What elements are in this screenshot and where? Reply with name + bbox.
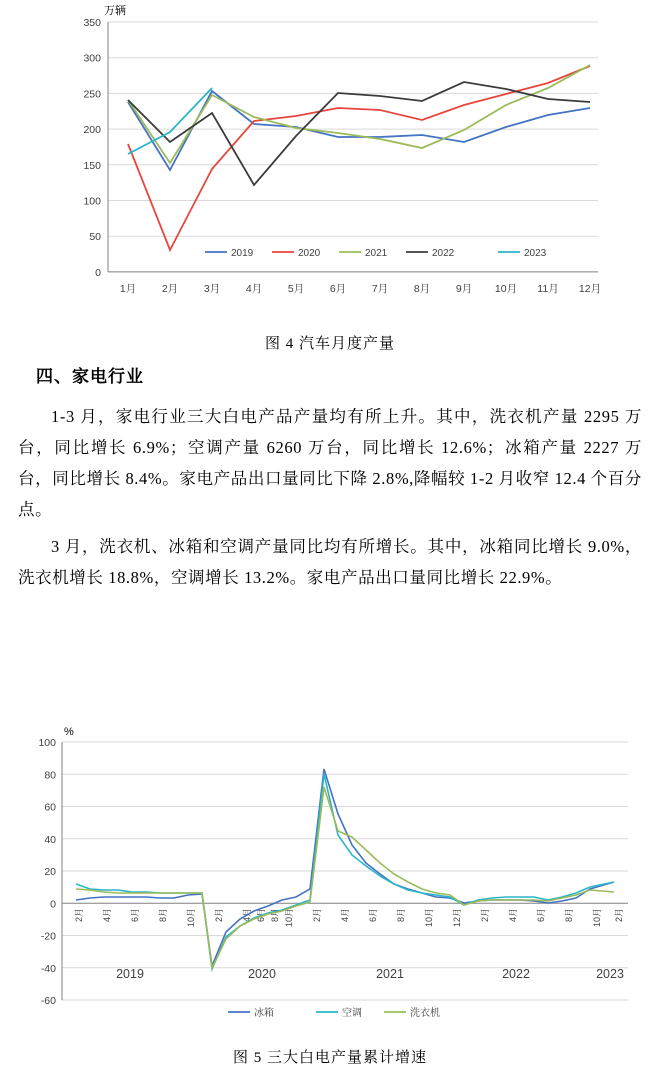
svg-text:-60: -60 xyxy=(40,995,56,1007)
svg-text:2月: 2月 xyxy=(214,908,224,923)
svg-text:100: 100 xyxy=(38,737,56,749)
svg-text:8月: 8月 xyxy=(270,908,280,923)
svg-text:20: 20 xyxy=(44,866,56,878)
svg-text:洗衣机: 洗衣机 xyxy=(410,1008,440,1019)
section-heading: 四、家电行业 xyxy=(36,367,144,386)
svg-text:2019: 2019 xyxy=(116,967,144,981)
svg-text:2月: 2月 xyxy=(614,908,624,923)
svg-text:40: 40 xyxy=(44,833,56,846)
article-body xyxy=(0,362,660,593)
svg-text:2月: 2月 xyxy=(480,908,490,923)
figure-4 xyxy=(0,0,660,352)
svg-text:6月: 6月 xyxy=(256,908,266,923)
svg-text:2022: 2022 xyxy=(502,967,530,981)
svg-text:0: 0 xyxy=(95,266,101,279)
svg-text:12月: 12月 xyxy=(578,283,602,295)
figure-4-chart xyxy=(0,0,660,300)
svg-text:9月: 9月 xyxy=(455,283,473,295)
svg-text:空调: 空调 xyxy=(342,1008,362,1019)
svg-text:2020: 2020 xyxy=(248,967,276,981)
svg-text:6月: 6月 xyxy=(130,908,140,923)
svg-text:2023: 2023 xyxy=(596,967,624,981)
paragraph-1: 1-3 月，家电行业三大白电产品产量均有所上升。其中，洗衣机产量 2295 万台，同比增长 6.9%；空调产量 6260 万台，同比增长 12.6%；冰箱产量 2227 万台，同比增长 8.4%。家电产品出口量同比下降 2.8%,降幅较 1-2 月收窄 12.4 个百分点。 xyxy=(18,407,642,519)
svg-text:5月: 5月 xyxy=(287,283,305,295)
svg-text:0: 0 xyxy=(50,898,56,911)
svg-text:-20: -20 xyxy=(40,930,56,943)
svg-text:2021: 2021 xyxy=(376,967,404,981)
svg-text:4月: 4月 xyxy=(340,908,350,923)
svg-text:2月: 2月 xyxy=(74,908,84,923)
svg-text:4月: 4月 xyxy=(102,908,112,923)
svg-text:8月: 8月 xyxy=(396,908,406,923)
svg-text:4月: 4月 xyxy=(245,283,263,295)
figure-5-unit: % xyxy=(64,726,74,738)
svg-text:200: 200 xyxy=(83,124,101,137)
svg-text:11月: 11月 xyxy=(537,283,559,295)
svg-text:3月: 3月 xyxy=(203,283,221,295)
svg-text:2020: 2020 xyxy=(298,248,321,259)
svg-text:250: 250 xyxy=(83,88,101,101)
figure-4-caption: 图 4 汽车月度产量 xyxy=(264,336,395,352)
svg-text:100: 100 xyxy=(83,195,101,208)
svg-text:350: 350 xyxy=(83,17,101,29)
svg-text:10月: 10月 xyxy=(284,908,294,928)
svg-text:6月: 6月 xyxy=(329,283,347,295)
svg-text:6月: 6月 xyxy=(536,908,546,923)
svg-text:150: 150 xyxy=(83,159,101,172)
svg-text:8月: 8月 xyxy=(158,908,168,923)
svg-text:80: 80 xyxy=(44,769,56,782)
svg-text:冰箱: 冰箱 xyxy=(254,1008,274,1019)
svg-text:8月: 8月 xyxy=(564,908,574,923)
svg-text:8月: 8月 xyxy=(413,283,431,295)
svg-text:10月: 10月 xyxy=(494,283,518,295)
svg-text:4月: 4月 xyxy=(242,908,252,923)
figure-4-unit: 万辆 xyxy=(104,5,126,17)
svg-text:60: 60 xyxy=(44,801,56,814)
figure-5-caption: 图 5 三大白电产量累计增速 xyxy=(232,1050,427,1066)
svg-text:2月: 2月 xyxy=(312,908,322,923)
svg-text:50: 50 xyxy=(89,231,101,244)
svg-text:10月: 10月 xyxy=(186,908,196,928)
paragraph-2: 3 月，洗衣机、冰箱和空调产量同比均有所增长。其中，冰箱同比增长 9.0%，洗衣机增长 18.8%，空调增长 13.2%。家电产品出口量同比增长 22.9%。 xyxy=(18,537,642,587)
svg-text:1月: 1月 xyxy=(119,283,137,295)
svg-text:7月: 7月 xyxy=(371,283,389,295)
svg-text:2021: 2021 xyxy=(365,248,388,259)
svg-text:10月: 10月 xyxy=(424,908,434,928)
svg-text:2022: 2022 xyxy=(432,248,455,259)
svg-text:2019: 2019 xyxy=(231,248,254,259)
svg-text:4月: 4月 xyxy=(508,908,518,923)
svg-text:2月: 2月 xyxy=(161,283,179,295)
svg-text:300: 300 xyxy=(83,52,101,65)
svg-text:12月: 12月 xyxy=(452,908,462,928)
svg-text:10月: 10月 xyxy=(592,908,602,928)
svg-text:2023: 2023 xyxy=(524,248,547,259)
svg-text:-40: -40 xyxy=(40,962,56,975)
svg-text:6月: 6月 xyxy=(368,908,378,923)
figure-5 xyxy=(0,722,660,1082)
figure-5-chart xyxy=(0,722,660,1042)
